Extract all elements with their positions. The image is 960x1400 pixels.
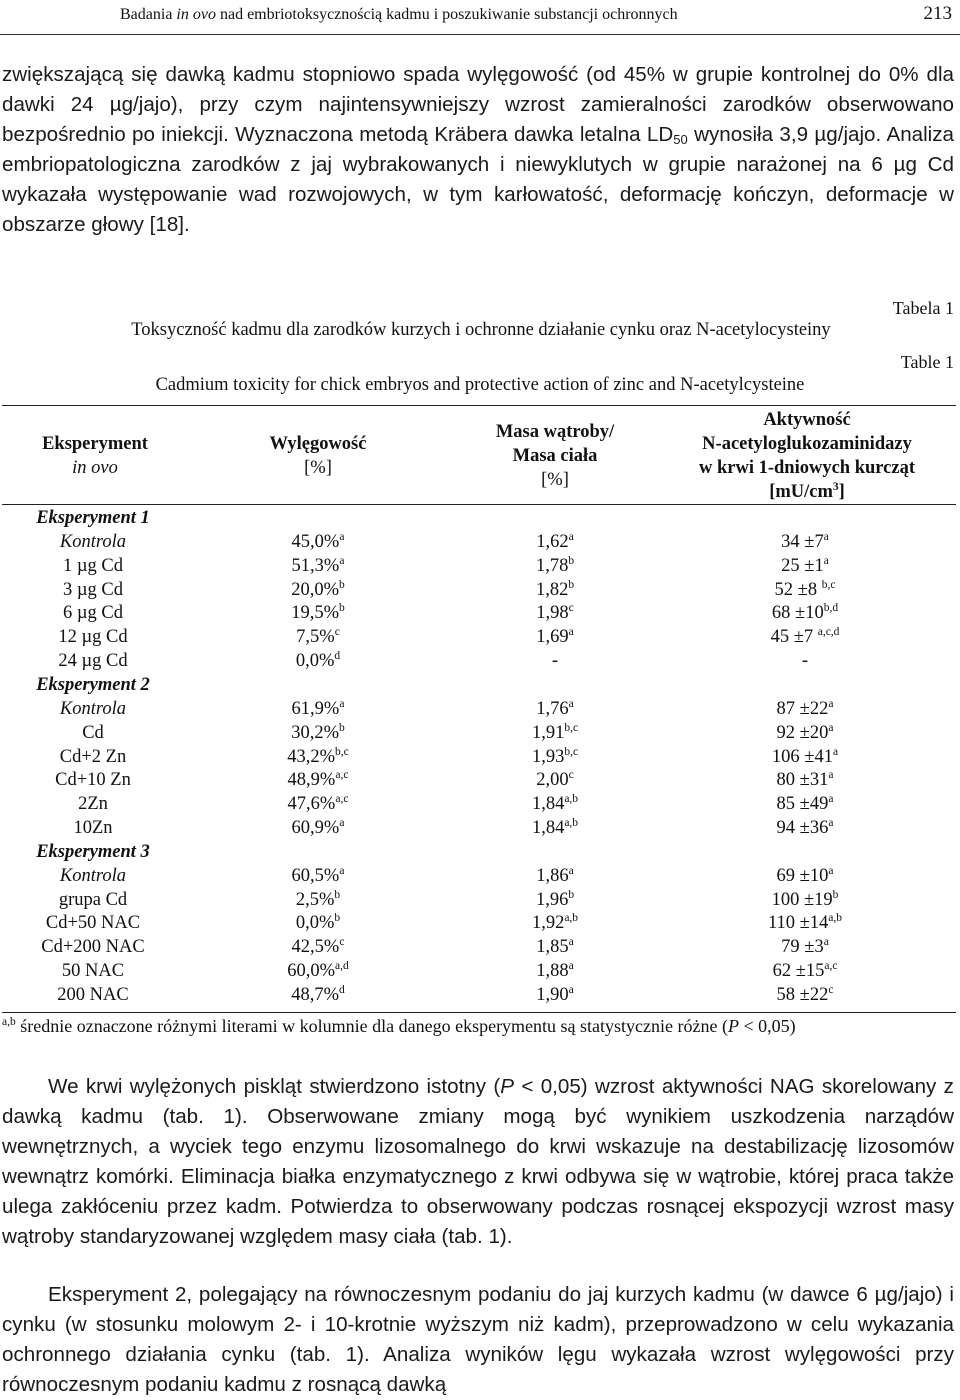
cell-liver-ratio-value: 1,86 [536, 866, 569, 886]
cell-liver-ratio-superscript: a [568, 531, 574, 543]
cell-hatchability-superscript: a [339, 865, 345, 877]
cell-nag-activity [700, 888, 910, 912]
running-header [0, 0, 960, 35]
cell-hatchability-superscript: b,c [335, 746, 349, 758]
paragraph-2-p: P [500, 1075, 515, 1098]
table-row [0, 768, 960, 792]
cell-hatchability-value: 42,5% [291, 937, 340, 957]
table-row [0, 911, 960, 935]
cell-nag-activity-value: 80 ±31 [776, 770, 829, 790]
cell-nag-activity-superscript: a,c [824, 960, 838, 972]
paragraph-2-text-a: We krwi wylężonych piskląt stwierdzono istotny ( [48, 1075, 501, 1098]
cell-liver-ratio [440, 888, 670, 912]
running-title-pre: Badania [120, 6, 177, 23]
running-title-post: nad embriotoksycznością kadmu i poszukiwanie substancji ochronnych [215, 6, 678, 23]
cell-hatchability-value: 20,0% [291, 580, 340, 600]
cell-group-name: Cd [82, 723, 104, 743]
ld50-subscript: 50 [673, 132, 688, 147]
cell-liver-ratio-superscript: b [568, 579, 575, 591]
header-experiment-line1: Eksperyment [42, 434, 148, 454]
cell-hatchability-superscript: c [339, 936, 345, 948]
cell-liver-ratio [440, 768, 670, 792]
cell-hatchability [208, 768, 428, 792]
cell-group-name: Cd+10 Zn [55, 770, 131, 790]
table-row [0, 697, 960, 721]
cell-liver-ratio [440, 697, 670, 721]
cell-liver-ratio [440, 816, 670, 840]
cell-hatchability-value: 60,5% [291, 866, 340, 886]
cell-nag-activity [700, 911, 910, 935]
running-title [120, 6, 678, 24]
cell-nag-activity-value: 25 ±1 [781, 556, 824, 576]
cell-liver-ratio-value: 2,00 [536, 770, 569, 790]
cell-nag-activity [700, 554, 910, 578]
cell-liver-ratio-value: 1,82 [535, 580, 569, 600]
cell-hatchability [208, 792, 428, 816]
cell-group-name: 10Zn [73, 818, 113, 838]
paragraph-1-text-a: zwiększającą się dawką kadmu stopniowo spada wylęgowość (od 45% w grupie kontrolnej do 0% dla dawki 24 µg/jajo), przy czym najintensywniejszy wzrost zamieralności zarodków obserwowano bezpośrednio po iniekcji. Wyznaczona metodą Kräbera dawka letalna LD [2, 63, 954, 146]
cell-nag-activity-superscript: a,c,d [817, 626, 840, 638]
cell-hatchability [208, 601, 428, 625]
table-caption-en: Cadmium toxicity for chick embryos and protective action of zinc and N-acetylcysteine [155, 375, 805, 395]
table-row [0, 721, 960, 745]
cell-hatchability-value: 7,5% [296, 627, 335, 647]
cell-liver-ratio [440, 649, 670, 673]
group-label: Eksperyment 1 [36, 508, 150, 528]
cell-liver-ratio-value: - [551, 651, 559, 671]
cell-nag-activity [700, 864, 910, 888]
cell-hatchability-superscript: d [334, 650, 341, 662]
cell-nag-activity [700, 768, 910, 792]
header-hatchability-unit: [%] [304, 458, 332, 478]
cell-nag-activity-superscript: a [828, 793, 834, 805]
cell-liver-ratio-superscript: a,b [564, 817, 579, 829]
paragraph-1-text-b: wynosiła 3,9 µg/jajo. Analiza embriopatologiczna zarodków z jaj wybrakowanych i niewyklutych w grupie narażonej na 6 µg Cd wykazała występowanie wad rozwojowych, w tym karłowatość, deformację kończyn, deformacje w obszarze głowy [18]. [2, 123, 955, 236]
cell-liver-ratio [440, 530, 670, 554]
cell-group-name: Kontrola [59, 532, 127, 552]
cell-hatchability-superscript: b [339, 602, 345, 614]
footnote-text-b: < 0,05) [738, 1016, 796, 1036]
paragraph-3-text: Eksperyment 2, polegający na równoczesnym podaniu do jaj kurzych kadmu (w dawce 6 µg/jajo) i cynku (w stosunku molowym 2- i 10-krotnie wyższym niż kadm), przeprowadzono w celu wykazania ochronnego działania cynku (tab. 1). Analiza wyników lęgu wykazała wzrost wylęgowości przy równoczesnym podaniu kadmu z rosnącą dawką [2, 1283, 954, 1396]
cell-hatchability [208, 935, 428, 959]
header-nag-unit: [mU/cm [769, 482, 833, 502]
header-nag-line2: N-acetyloglukozaminidazy [702, 434, 912, 454]
cell-hatchability-superscript: c [334, 626, 340, 638]
cell-nag-activity [700, 649, 910, 673]
cell-hatchability-superscript: a [339, 698, 345, 710]
cell-hatchability-value: 48,7% [291, 985, 340, 1005]
cell-liver-ratio [440, 792, 670, 816]
cell-hatchability [208, 959, 428, 983]
cell-liver-ratio-superscript: a [568, 626, 574, 638]
cell-hatchability [208, 530, 428, 554]
cell-hatchability-value: 19,5% [291, 603, 340, 623]
cell-liver-ratio [440, 911, 670, 935]
cell-group-name: 12 µg Cd [58, 627, 128, 647]
cell-nag-activity-superscript: c [828, 984, 834, 996]
cell-liver-ratio-superscript: b [568, 555, 575, 567]
cell-hatchability-value: 60,0% [287, 961, 336, 981]
cell-liver-ratio [440, 983, 670, 1007]
cell-hatchability-superscript: a,c [335, 793, 349, 805]
cell-liver-ratio-value: 1,88 [536, 961, 569, 981]
cell-nag-activity-value: 92 ±20 [776, 723, 829, 743]
cell-group-name: Cd+50 NAC [45, 913, 141, 933]
table-group-row [0, 840, 960, 864]
cell-liver-ratio-superscript: a [568, 960, 574, 972]
cell-liver-ratio-superscript: a [568, 936, 574, 948]
cell-liver-ratio [440, 745, 670, 769]
paragraph-1 [2, 60, 954, 240]
cell-hatchability-value: 60,9% [291, 818, 340, 838]
cell-nag-activity [700, 959, 910, 983]
table-row [0, 745, 960, 769]
cell-nag-activity [700, 935, 910, 959]
cell-liver-ratio-value: 1,90 [536, 985, 569, 1005]
page-number: 213 [923, 3, 952, 24]
cell-liver-ratio-superscript: b [568, 889, 575, 901]
cell-hatchability-superscript: b [334, 912, 341, 924]
cell-nag-activity-value: 85 ±49 [776, 794, 829, 814]
cell-group-name: 200 NAC [57, 985, 129, 1005]
cell-nag-activity [700, 983, 910, 1007]
cell-nag-activity-value: 45 ±7 [770, 627, 818, 647]
cell-hatchability [208, 721, 428, 745]
cell-liver-ratio-superscript: a [568, 698, 574, 710]
header-nag-unit-sup: 3 [832, 481, 839, 493]
table-row [0, 554, 960, 578]
header-liver-unit: [%] [541, 470, 569, 490]
header-hatchability-line1: Wylęgowość [269, 434, 367, 454]
cell-group-name: 50 NAC [61, 961, 125, 981]
cell-hatchability-value: 48,9% [287, 770, 336, 790]
cell-nag-activity-superscript: a [828, 698, 834, 710]
cell-liver-ratio [440, 554, 670, 578]
cell-hatchability-value: 61,9% [291, 699, 340, 719]
cell-liver-ratio-value: 1,93 [531, 747, 565, 767]
cell-group-name: Cd+200 NAC [41, 937, 145, 957]
cell-nag-activity-superscript: a,b [828, 912, 843, 924]
cell-liver-ratio [440, 601, 670, 625]
header-nag-unit-end: ] [838, 482, 845, 502]
table-group-row [0, 506, 960, 530]
cell-nag-activity-value: 94 ±36 [776, 818, 829, 838]
cell-group-name: Kontrola [59, 866, 127, 886]
running-title-italic: in ovo [176, 6, 216, 23]
table-row [0, 792, 960, 816]
cell-hatchability [208, 745, 428, 769]
cell-liver-ratio [440, 721, 670, 745]
cell-liver-ratio-value: 1,69 [536, 627, 569, 647]
table-row [0, 888, 960, 912]
cell-nag-activity [700, 792, 910, 816]
cell-nag-activity-superscript: b,c [821, 579, 836, 591]
cell-nag-activity-value: 100 ±19 [771, 890, 833, 910]
table-footnote [2, 1016, 796, 1037]
cell-nag-activity-superscript: a [823, 531, 829, 543]
table-row [0, 601, 960, 625]
table-row [0, 530, 960, 554]
cell-nag-activity-superscript: a [828, 865, 834, 877]
cell-liver-ratio-superscript: a,b [564, 793, 579, 805]
cell-liver-ratio-value: 1,91 [531, 723, 565, 743]
table-label-en: Table 1 [900, 352, 954, 372]
cell-liver-ratio-value: 1,62 [536, 532, 569, 552]
cell-hatchability-value: 45,0% [291, 532, 340, 552]
cell-nag-activity-value: 34 ±7 [781, 532, 824, 552]
cell-hatchability-superscript: b [339, 579, 345, 591]
cell-hatchability-value: 2,5% [295, 890, 335, 910]
header-liver-line1: Masa wątroby/ [495, 422, 615, 442]
cell-nag-activity-superscript: a [823, 555, 829, 567]
cell-liver-ratio-value: 1,84 [531, 794, 565, 814]
cell-hatchability [208, 554, 428, 578]
header-liver-line2: Masa ciała [512, 446, 598, 466]
cell-liver-ratio-superscript: b,c [564, 722, 579, 734]
cell-nag-activity-value: 69 ±10 [776, 866, 829, 886]
cell-hatchability-superscript: a [339, 531, 345, 543]
table-row [0, 816, 960, 840]
cell-hatchability-superscript: a,c [335, 769, 349, 781]
cell-hatchability [208, 697, 428, 721]
table-row [0, 959, 960, 983]
cell-nag-activity [700, 745, 910, 769]
cell-group-name: Kontrola [59, 699, 127, 719]
cell-liver-ratio [440, 935, 670, 959]
cell-group-name: 3 µg Cd [63, 580, 123, 600]
cell-hatchability-value: 0,0% [295, 651, 335, 671]
header-liver-ratio [440, 420, 670, 492]
header-experiment [0, 432, 190, 480]
header-experiment-line2: in ovo [72, 458, 118, 478]
cell-liver-ratio-value: 1,85 [536, 937, 569, 957]
table-row [0, 935, 960, 959]
cell-liver-ratio-value: 1,98 [536, 603, 569, 623]
cell-liver-ratio-superscript: a [568, 984, 574, 996]
cell-nag-activity-value: 58 ±22 [776, 985, 829, 1005]
cell-hatchability [208, 864, 428, 888]
group-label: Eksperyment 2 [36, 675, 150, 695]
cell-hatchability-superscript: b [339, 722, 345, 734]
cell-group-name: Cd+2 Zn [59, 747, 127, 767]
cell-nag-activity [700, 578, 910, 602]
cell-nag-activity [700, 721, 910, 745]
cell-liver-ratio [440, 625, 670, 649]
footnote-sup: a,b [2, 1016, 16, 1028]
cell-nag-activity [700, 530, 910, 554]
cell-group-name: grupa Cd [58, 890, 128, 910]
cell-nag-activity [700, 601, 910, 625]
cell-nag-activity-value: 52 ±8 [774, 580, 822, 600]
cell-nag-activity-value: - [801, 651, 809, 671]
cell-liver-ratio-value: 1,92 [531, 913, 565, 933]
cell-hatchability-superscript: a,d [335, 960, 349, 972]
paragraph-2-text-b: < 0,05) wzrost aktywności NAG skorelowany z dawką kadmu (tab. 1). Obserwowane zmiany mogą być wynikiem uszkodzenia narządów wewnętrznych, a wyciek tego enzymu lizosomalnego do krwi wskazuje na destabilizację lizosomów wewnątrz komórki. Eliminacja białka enzymatycznego z krwi odbywa się w wątrobie, której praca także ulega zakłóceniu przez kadm. Potwierdza to obserwowany podczas rosnącej ekspozycji wzrost masy wątroby standaryzowanej względem masy ciała (tab. 1). [2, 1075, 954, 1248]
cell-nag-activity-superscript: a [828, 769, 834, 781]
cell-hatchability [208, 911, 428, 935]
cell-nag-activity-superscript: a [823, 936, 829, 948]
cell-nag-activity [700, 816, 910, 840]
cell-hatchability-superscript: d [339, 984, 345, 996]
cell-group-name: 24 µg Cd [58, 651, 128, 671]
cell-hatchability-superscript: b [334, 889, 341, 901]
group-label: Eksperyment 3 [36, 842, 150, 862]
cell-liver-ratio-superscript: c [568, 602, 574, 614]
cell-hatchability-value: 0,0% [295, 913, 335, 933]
header-nag-activity [672, 408, 942, 504]
cell-hatchability-value: 43,2% [287, 747, 336, 767]
cell-nag-activity-value: 62 ±15 [772, 961, 825, 981]
paragraph-3 [2, 1280, 954, 1400]
cell-liver-ratio-value: 1,78 [535, 556, 569, 576]
table-row [0, 625, 960, 649]
cell-liver-ratio-value: 1,76 [536, 699, 569, 719]
table-row [0, 864, 960, 888]
table-header-divider [2, 504, 956, 505]
cell-hatchability [208, 649, 428, 673]
footnote-text-a: średnie oznaczone różnymi literami w kolumnie dla danego eksperymentu są statystycznie różne ( [15, 1016, 728, 1036]
table-row [0, 649, 960, 673]
cell-group-name: 6 µg Cd [63, 603, 123, 623]
header-nag-line1: Aktywność [763, 410, 851, 430]
cell-hatchability [208, 578, 428, 602]
cell-nag-activity-superscript: a [832, 746, 839, 758]
cell-hatchability-value: 51,3% [291, 556, 340, 576]
cell-group-name: 2Zn [78, 794, 108, 814]
cell-hatchability [208, 625, 428, 649]
cell-liver-ratio-value: 1,96 [535, 890, 569, 910]
table-label-pl: Tabela 1 [892, 298, 954, 318]
cell-nag-activity [700, 625, 910, 649]
cell-liver-ratio [440, 578, 670, 602]
table-group-row [0, 673, 960, 697]
cell-hatchability [208, 816, 428, 840]
cell-liver-ratio-superscript: a [568, 865, 574, 877]
cell-nag-activity [700, 697, 910, 721]
cell-nag-activity-value: 68 ±10 [771, 603, 824, 623]
cell-nag-activity-superscript: b [832, 889, 839, 901]
cell-nag-activity-value: 106 ±41 [771, 747, 833, 767]
header-nag-line3: w krwi 1-dniowych kurcząt [698, 458, 915, 478]
cell-nag-activity-value: 110 ±14 [767, 913, 829, 933]
cell-hatchability-value: 30,2% [291, 723, 340, 743]
table-row [0, 983, 960, 1007]
table-row [0, 578, 960, 602]
paragraph-2 [2, 1072, 954, 1252]
cell-hatchability-superscript: a [339, 555, 345, 567]
cell-liver-ratio [440, 864, 670, 888]
cell-nag-activity-value: 87 ±22 [776, 699, 829, 719]
cell-nag-activity-superscript: b,d [823, 602, 839, 614]
footnote-p: P [727, 1016, 739, 1036]
table-caption-pl: Toksyczność kadmu dla zarodków kurzych i ochronne działanie cynku oraz N-acetylocysteiny [131, 320, 831, 340]
cell-liver-ratio-value: 1,84 [531, 818, 565, 838]
cell-liver-ratio-superscript: b,c [564, 746, 579, 758]
cell-hatchability [208, 983, 428, 1007]
cell-group-name: 1 µg Cd [63, 556, 123, 576]
cell-hatchability-superscript: a [339, 817, 345, 829]
cell-liver-ratio-superscript: a,b [564, 912, 579, 924]
cell-nag-activity-superscript: a [828, 817, 834, 829]
cell-hatchability [208, 888, 428, 912]
cell-hatchability-value: 47,6% [287, 794, 336, 814]
cell-liver-ratio [440, 959, 670, 983]
cell-nag-activity-superscript: a [828, 722, 834, 734]
cell-liver-ratio-superscript: c [568, 769, 574, 781]
cell-nag-activity-value: 79 ±3 [781, 937, 824, 957]
header-hatchability [208, 432, 428, 480]
